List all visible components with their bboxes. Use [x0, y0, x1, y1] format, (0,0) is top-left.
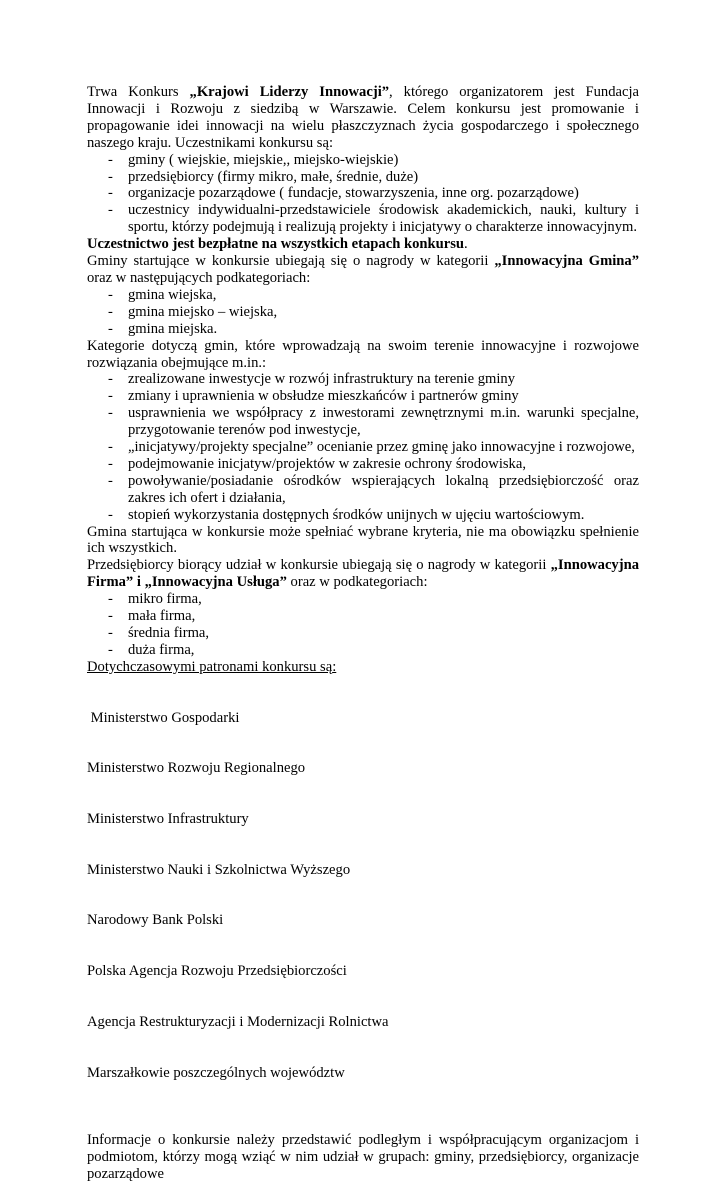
list-item: - mała firma,	[87, 608, 639, 625]
participants-list	[87, 152, 639, 237]
firms-intro-conjunction: i	[133, 574, 145, 591]
list-item: - gminy ( wiejskie, miejskie,, miejsko-wiejskie)	[87, 152, 639, 169]
free-notice: Uczestnictwo jest bezpłatne na wszystkich etapach konkursu.	[87, 236, 468, 253]
firms-intro-end: oraz w podkategoriach:	[286, 574, 428, 591]
patron-item: Narodowy Bank Polski	[87, 912, 224, 929]
patron-item: Marszałkowie poszczególnych województw	[87, 1064, 345, 1081]
list-item: - stopień wykorzystania dostępnych środków unijnych w ujęciu wartościowym.	[87, 507, 639, 524]
patron-item: Agencja Restrukturyzacji i Modernizacji Rolnictwa	[87, 1013, 389, 1030]
patron-item: Polska Agencja Rozwoju Przedsiębiorczości	[87, 963, 347, 980]
gmina-category: „Innowacyjna Gmina”	[494, 253, 640, 270]
firms-intro-text: Przedsiębiorcy biorący udział w konkursie ubiegają się o nagrody w kategorii	[87, 557, 551, 574]
list-item: - gmina miejsko – wiejska,	[87, 304, 639, 321]
intro-paragraph	[87, 84, 639, 152]
patrons-heading-text: Dotychczasowymi patronami konkursu są	[87, 658, 333, 675]
patron-item: Ministerstwo Gospodarki	[87, 709, 240, 726]
patrons-heading	[87, 659, 639, 676]
criteria-list	[87, 371, 639, 523]
intro-text-start: Trwa Konkurs	[87, 84, 190, 100]
firms-intro	[87, 557, 639, 591]
list-item: - średnia firma,	[87, 625, 639, 642]
patron-item: Ministerstwo Nauki i Szkolnictwa Wyższego	[87, 861, 351, 878]
list-item: - „inicjatywy/projekty specjalne” ocenianie przez gminę jako innowacyjne i rozwojowe,	[87, 439, 639, 456]
list-item: - powoływanie/posiadanie ośrodków wspierających lokalną przedsiębiorczość oraz zakres ich ofert i działania,	[87, 473, 639, 507]
list-item: - podejmowanie inicjatyw/projektów w zakresie ochrony środowiska,	[87, 456, 639, 473]
intro-text-end: , którego organizatorem jest Fundacja Innowacji i Rozwoju z siedzibą w Warszawie. Celem konkursu jest promowanie i propagowanie idei innowacji na wielu płaszczyznach życia gospodarczego i społecznego naszego kraju. Uczestnikami konkursu są:	[87, 84, 639, 151]
list-item: - duża firma,	[87, 642, 639, 659]
list-item: - uczestnicy indywidualni-przedstawiciele środowisk akademickich, nauki, kultury i sportu, którzy podejmują i realizują projekty i inicjatywy o charakterze innowacyjnym.	[87, 202, 639, 236]
firm-category: „Innowacyjna Firma”	[87, 557, 639, 591]
gminy-subcategories-list	[87, 287, 639, 338]
patron-item: Ministerstwo Infrastruktury	[87, 810, 249, 827]
list-item: - zmiany i uprawnienia w obsłudze mieszkańców i partnerów gminy	[87, 388, 639, 405]
gminy-intro-text: Gminy startujące w konkursie ubiegają się o nagrody w kategorii	[87, 253, 495, 270]
gminy-intro-end: oraz w następujących podkategoriach:	[87, 269, 311, 286]
document-page	[87, 84, 639, 1183]
free-notice-text: Uczestnictwo jest bezpłatne na wszystkich etapach konkursu	[87, 236, 465, 253]
list-item: - gmina wiejska,	[87, 287, 639, 304]
list-item: - gmina miejska.	[87, 321, 639, 338]
service-category: „Innowacyjna Usługa”	[144, 574, 287, 591]
spacer	[87, 1115, 639, 1132]
list-item: - zrealizowane inwestycje w rozwój infrastruktury na terenie gminy	[87, 371, 639, 388]
patron-item: Ministerstwo Rozwoju Regionalnego	[87, 760, 306, 777]
list-item: - przedsiębiorcy (firmy mikro, małe, średnie, duże)	[87, 169, 639, 186]
list-item: - organizacje pozarządowe ( fundacje, stowarzyszenia, inne org. pozarządowe)	[87, 185, 639, 202]
list-item: - usprawnienia we współpracy z inwestorami zewnętrznymi m.in. warunki specjalne, przygotowanie terenów pod inwestycje,	[87, 405, 639, 439]
patrons-heading-colon: :	[332, 658, 337, 675]
list-item: - mikro firma,	[87, 591, 639, 608]
contest-name: „Krajowi Liderzy Innowacji”	[189, 84, 390, 100]
criteria-intro: Kategorie dotyczą gmin, które wprowadzają na swoim terenie innowacyjne i rozwojowe rozwiązania obejmujące m.in.:	[87, 337, 639, 371]
gminy-intro	[87, 253, 639, 287]
gmina-note: Gmina startująca w konkursie może spełniać wybrane kryteria, nie ma obowiązku spełnienie ich wszystkich.	[87, 523, 639, 557]
closing-paragraph: Informacje o konkursie należy przedstawić podległym i współpracującym organizacjom i podmiotom, którzy mogą wziąć w nim udział w grupach: gminy, przedsiębiorcy, organizacje pozarządowe	[87, 1132, 639, 1182]
patrons-list	[87, 676, 639, 1116]
firm-subcategories-list	[87, 591, 639, 659]
